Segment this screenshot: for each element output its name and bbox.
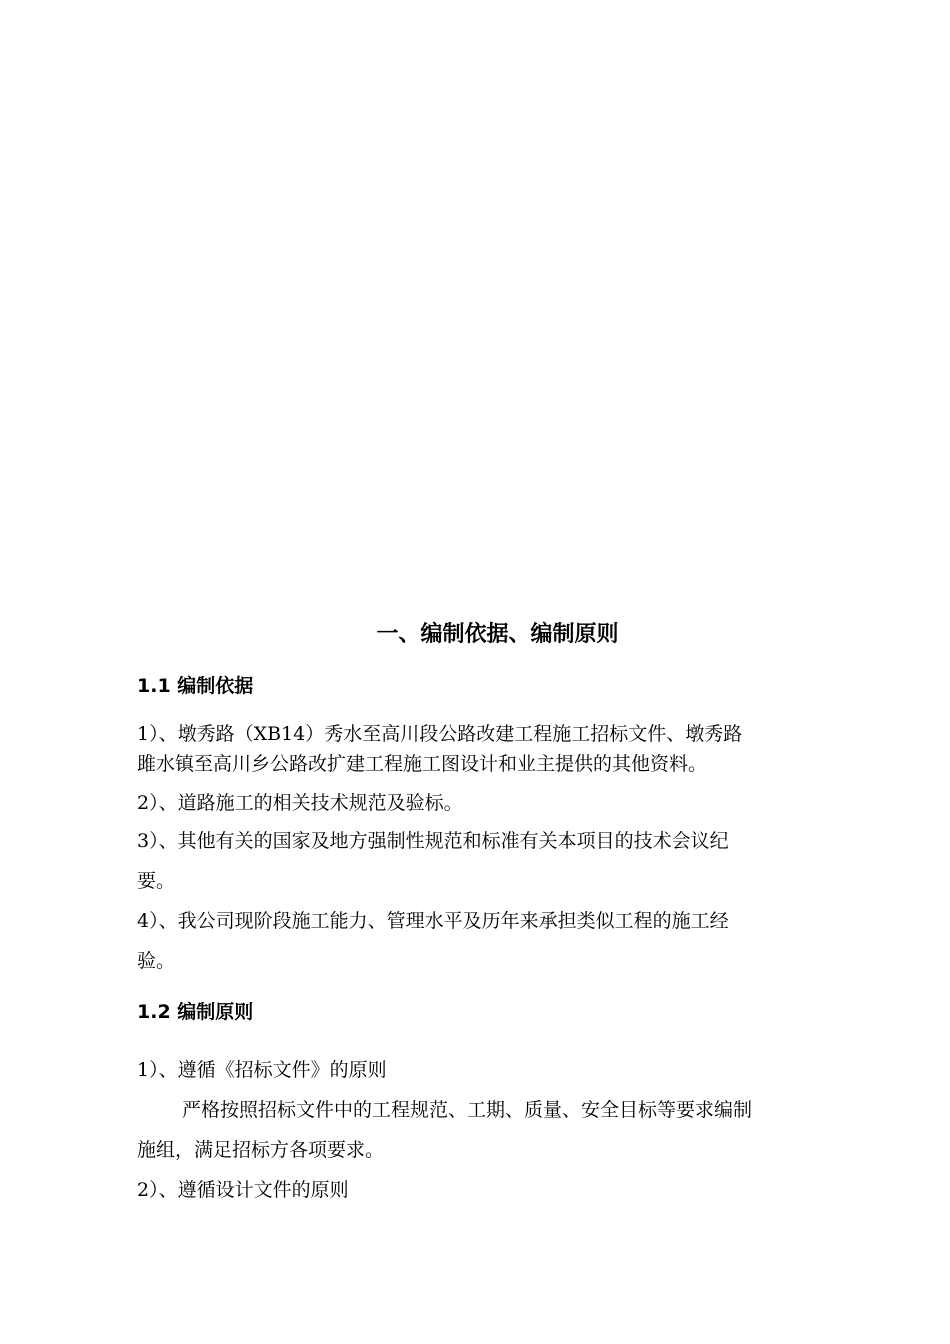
paragraph-line: 严格按照招标文件中的工程规范、工期、质量、安全目标等要求编制	[182, 1099, 753, 1121]
paragraph-line: 1）、墩秀路（XB14）秀水至高川段公路改建工程施工招标文件、墩秀路	[137, 723, 743, 745]
paragraph-line: 2）、道路施工的相关技术规范及验标。	[137, 792, 463, 814]
section-heading-1-1: 1.1 编制依据	[137, 675, 254, 697]
paragraph-line: 1）、遵循《招标文件》的原则	[137, 1059, 387, 1081]
chapter-title: 一、编制依据、编制原则	[376, 622, 619, 647]
paragraph-line: 雎水镇至高川乡公路改扩建工程施工图设计和业主提供的其他资料。	[137, 753, 708, 775]
paragraph-line: 4）、我公司现阶段施工能力、管理水平及历年来承担类似工程的施工经	[137, 910, 729, 932]
paragraph-line: 验。	[137, 950, 176, 972]
paragraph-line: 3）、其他有关的国家及地方强制性规范和标准有关本项目的技术会议纪	[137, 830, 729, 852]
paragraph-line: 施组，满足招标方各项要求。	[137, 1139, 385, 1161]
paragraph-line: 2）、遵循设计文件的原则	[137, 1179, 349, 1201]
section-heading-1-2: 1.2 编制原则	[137, 1001, 254, 1023]
paragraph-line: 要。	[137, 870, 176, 892]
